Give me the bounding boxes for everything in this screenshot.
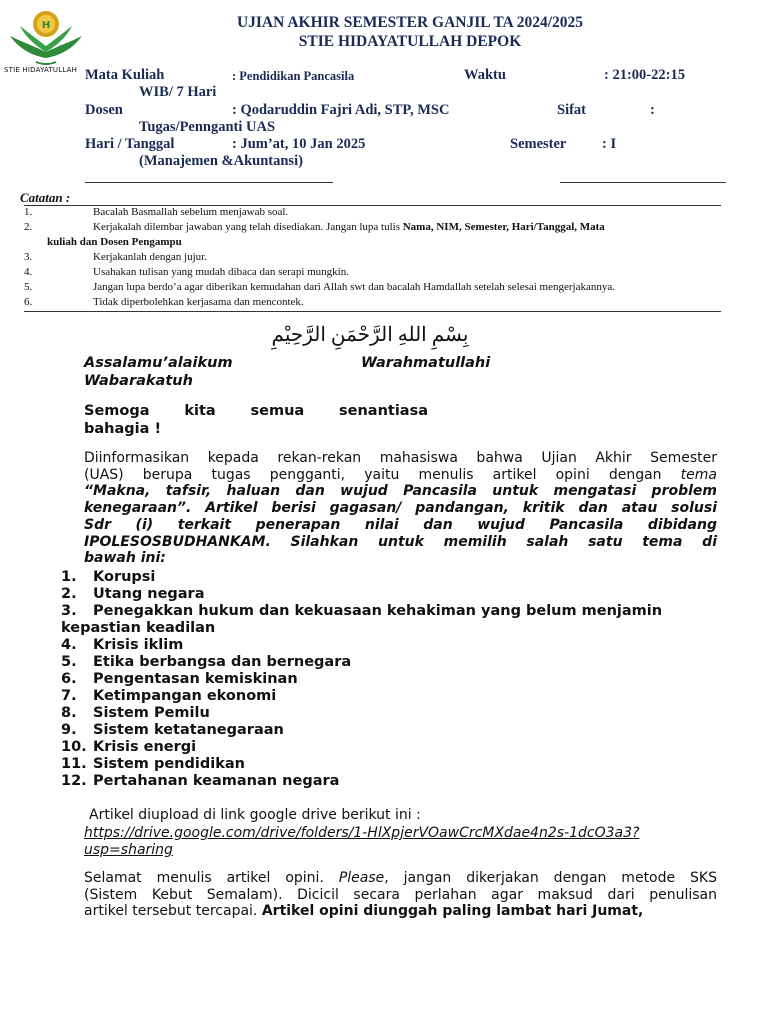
topic-item [61,671,721,688]
topic-number: 5. [61,654,77,670]
topic-item [61,756,721,773]
topic-label: Ketimpangan ekonomi [93,688,277,704]
topic-label: Penegakkan hukum dan kekuasaan kehakiman yang belum menjamin [93,603,663,619]
intro-line: Diinformasikan kepada rekan-rekan mahasiswa bahwa Ujian Akhir Semester [84,450,717,466]
topic-item [61,654,721,671]
note-item: Kerjakanlah dengan jujur. [93,251,207,263]
notes-bottom-rule [24,311,721,312]
note-item: Bacalah Basmallah sebelum menjawab soal. [93,206,289,218]
semester-continuation: (Manajemen &Akuntansi) [139,153,303,169]
institution-logo [6,6,86,68]
hari-tanggal-label: Hari / Tanggal [85,136,175,152]
hari-tanggal-value: : Jum’at, 10 Jan 2025 [232,136,366,152]
note-item [93,221,605,233]
header-divider-right [560,182,726,183]
topic-list [61,569,721,790]
sifat-continuation: Tugas/Pennganti UAS [139,119,276,135]
waktu-value: : 21:00-22:15 [604,67,685,83]
institution-title: STIE HIDAYATULLAH DEPOK [298,33,522,50]
note-item-emphasis: Nama, NIM, Semester, Hari/Tanggal, Mata [402,221,605,233]
note-number: 5. [24,281,33,293]
topic-label: Etika berbangsa dan bernegara [93,654,352,670]
dosen-label: Dosen [85,102,123,118]
header-divider-left [85,182,333,183]
topic-number: 9. [61,722,77,738]
note-item: Jangan lupa berdo’a agar diberikan kemudahan dari Allah swt dan bacalah Hamdallah setelah selesai mengerjakannya. [93,281,615,293]
intro-italic: tema [680,466,717,483]
topic-item-continuation: kepastian keadilan [61,620,216,636]
basmalah-calligraphy: بِسْمِ اللهِ الرَّحْمَنِ الرَّحِيْمِ [271,324,469,346]
intro-theme: Sdr (i) terkait penerapan nilai dan wujud Pancasila dibidang [84,516,717,533]
topic-item [61,569,721,586]
topic-label: Utang negara [93,586,205,602]
greeting-salam-3: Wabarakatuh [84,373,193,389]
topic-item [61,586,721,603]
greeting-wish-end: bahagia ! [84,421,162,437]
topic-number: 1. [61,569,77,585]
topic-item [61,637,721,654]
note-number: 6. [24,296,33,308]
intro-paragraph [84,450,717,567]
sifat-value: : [650,102,655,118]
intro-theme: IPOLESOSBUDHANKAM. Silahkan untuk memilih salah satu tema di [84,533,717,550]
closing-italic: Please [338,870,385,886]
notes-title: Catatan : [20,190,71,205]
topic-number: 7. [61,688,77,704]
drive-link[interactable]: https://drive.google.com/drive/folders/1-HlXpjerVOawCrcMXdae4n2s-1dcO3a3? [84,825,640,841]
closing-line [84,870,717,887]
intro-theme: bawah ini: [84,550,166,567]
topic-item [61,722,721,739]
waktu-label: Waktu [464,67,506,83]
note-number: 3. [24,251,33,263]
topic-label: Sistem Pemilu [93,705,210,721]
intro-theme: “Makna, tafsir, haluan dan wujud Pancasila untuk mengatasi problem [84,483,717,500]
topic-item [61,603,721,620]
logo-caption: STIE HIDAYATULLAH [4,66,78,74]
topic-number: 11. [61,756,87,772]
closing-text: , jangan dikerjakan dengan metode SKS [384,870,717,886]
semester-value: : I [602,136,617,152]
topic-item [61,773,721,790]
semester-label: Semester [510,136,567,152]
note-number: 2. [24,221,33,233]
closing-deadline: Artikel opini diunggah paling lambat hari Jumat, [261,903,644,920]
topic-item [61,688,721,705]
note-item: Usahakan tulisan yang mudah dibaca dan serapi mungkin. [93,266,349,278]
topic-number: 6. [61,671,77,687]
topic-label: Krisis energi [93,739,197,755]
topic-number: 3. [61,603,77,619]
svg-text:H: H [41,20,51,31]
topic-label: Sistem ketatanegaraan [93,722,284,738]
topic-label: Korupsi [93,569,156,585]
greeting-salam-2: Warahmatullahi [361,355,491,371]
closing-line: (Sistem Kebut Semalam). Dicicil secara perlahan agar maksud dari penulisan [84,886,717,903]
note-item-text: Kerjakalah dilembar jawaban yang telah disediakan. Jangan lupa tulis [93,221,403,233]
note-number: 1. [24,206,33,218]
closing-line [84,903,717,920]
topic-label: Krisis iklim [93,637,184,653]
topic-number: 8. [61,705,77,721]
topic-number: 4. [61,637,77,653]
waktu-continuation: WIB/ 7 Hari [139,84,217,100]
upload-instruction: Artikel diupload di link google drive berikut ini : [89,807,421,823]
dosen-value: : Qodaruddin Fajri Adi, STP, MSC [232,102,450,118]
topic-item [61,705,721,722]
topic-label: Pertahanan keamanan negara [93,773,340,789]
drive-link-continuation[interactable]: usp=sharing [84,842,173,858]
closing-paragraph [84,870,717,920]
note-number: 4. [24,266,33,278]
intro-theme: kenegaraan”. Artikel berisi gagasan/ pandangan, kritik dan atau solusi [84,500,717,517]
note-item: Tidak diperbolehkan kerjasama dan mencontek. [93,296,304,308]
closing-text: artikel tersebut tercapai. [84,903,262,920]
greeting-wish: Semoga kita semua senantiasa [84,403,428,419]
topic-label: Pengentasan kemiskinan [93,671,298,687]
exam-title: UJIAN AKHIR SEMESTER GANJIL TA 2024/2025 [236,14,584,31]
closing-text: Selamat menulis artikel opini. [84,870,339,886]
intro-text: (UAS) berupa tugas pengganti, yaitu menulis artikel opini dengan [84,466,681,483]
topic-item [61,739,721,756]
greeting-salam: Assalamu’alaikum [84,355,233,371]
topic-label: Sistem pendidikan [93,756,245,772]
topic-number: 2. [61,586,77,602]
mata-kuliah-value: : Pendidikan Pancasila [232,69,355,83]
topic-number: 12. [61,773,87,789]
mata-kuliah-label: Mata Kuliah [85,67,165,83]
intro-line [84,467,717,484]
topic-number: 10. [61,739,87,755]
note-item-continuation: kuliah dan Dosen Pengampu [47,236,182,248]
sifat-label: Sifat [557,102,586,118]
